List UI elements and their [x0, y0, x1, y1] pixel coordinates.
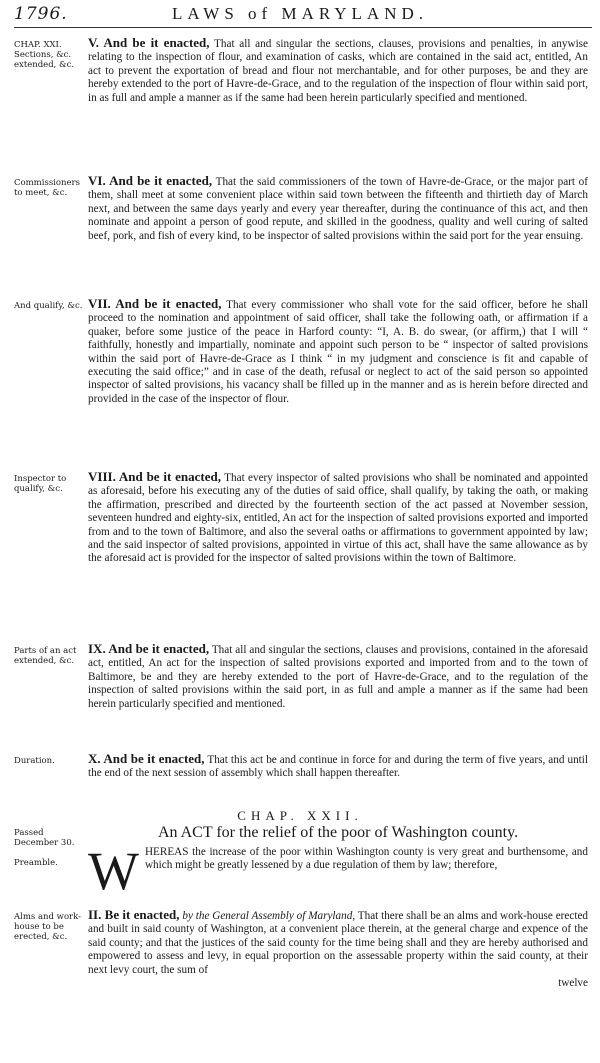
section-text: That every commissioner who shall vote for the said officer, before he shall proceed to the nomination and appointment of said officer, shall take the following oath, or affirmation if a quaker, before some justice of the peace in Harford county: “I, A. B. do swear, (or affirm,) that I will “ faithfully, honestly and impartially, nominate and appoint such person to be “ inspector of salted provisions within the said port of Havre-de-Grace as I think “ in my judgment and conscience is fit and capable of executing the said office;” and in case of the death, refusal or neglect to act of the said person so appointed inspector of salted provisions, his vacancy shall be filled up in the manner and as is herein before directed and provided in the case of the inspector of flour.	[88, 299, 588, 405]
margin-note-inspector: Inspector to qualify, &c.	[14, 474, 67, 494]
section-text: That all and singular the sections, clauses and provisions, contained in the aforesaid act, entitled, An act for the inspection of salted provisions exported and imported from and to the town of Baltimore, be and they are hereby extended to the port of Havre-de-Grace, and to the regulation of the inspection of salted provisions within the said port, in as full and ample a manner as if the same had been herein particularly specified and mentioned.	[88, 644, 588, 710]
page-title: LAWS of MARYLAND.	[172, 4, 428, 23]
page-year: 1796.	[14, 4, 68, 24]
section-number: VI. And be it enacted,	[88, 173, 213, 188]
preamble-text: HEREAS the increase of the poor within Washington county is very great and burthensome, and which might be greatly lessened by a due regulation of them by law; therefore,	[144, 846, 588, 872]
section-7	[88, 297, 588, 406]
section-10	[88, 752, 588, 781]
section-number: II. Be it enacted,	[88, 907, 180, 922]
section-8	[88, 470, 588, 566]
section-text: That every inspector of salted provisions who shall be nominated and appointed as aforesaid, before his executing any of the duties of said office, shall qualify, by taking the oath, or making the affirmation, prescribed and directed by the fourteenth section of the act passed at November session, seventeen hundred and eighty-six, entitled, An act for the inspection of salted provisions exported and imported from and to the town of Baltimore, and also the several oaths or affirmations to government appointed by law; and the said inspector of salted provisions, appointed in virtue of this act, shall have the same allowance as by the aforesaid act is provided for the inspector of salted provisions within the town of Baltimore.	[88, 472, 588, 565]
margin-note-parts-extended: Parts of an act extended, &c.	[14, 646, 77, 666]
drop-cap: W	[88, 841, 139, 901]
chapter-22-section-2	[88, 908, 588, 990]
catchword: twelve	[558, 977, 588, 990]
enacting-clause: by the General Assembly of Maryland,	[182, 910, 356, 922]
section-text: That this act be and continue in force for and during the term of five years, and until the end of the next session of assembly which shall happen thereafter.	[88, 754, 588, 780]
section-number: VIII. And be it enacted,	[88, 469, 221, 484]
section-6	[88, 174, 588, 243]
section-text: That there shall be an alms and work-house erected and built in said county of Washington, at a convenient place therein, at the general charge and expence of the said county; and that the justices of the said county for the time being shall and they are hereby authorised and empowered to assess and levy, in equal proportion on the assessable property within the said county, at their next levy court, the sum of	[88, 910, 589, 976]
margin-note-duration: Duration.	[14, 756, 55, 766]
section-5	[88, 36, 588, 105]
section-number: X. And be it enacted,	[88, 751, 205, 766]
margin-note-alms-house: Alms and work-house to be erected, &c.	[14, 912, 81, 942]
margin-note-passed: Passed December 30.	[14, 828, 75, 848]
preamble	[88, 841, 588, 901]
chapter-heading: CHAP. XXII.	[237, 808, 363, 823]
margin-note-qualify: And qualify, &c.	[14, 301, 83, 311]
section-number: IX. And be it enacted,	[88, 641, 210, 656]
section-9	[88, 642, 588, 711]
margin-note-commissioners: Commissioners to meet, &c.	[14, 178, 80, 198]
margin-note-sections-extended: CHAP. XXI. Sections, &c. extended, &c.	[14, 40, 75, 70]
section-number: VII. And be it enacted,	[88, 296, 222, 311]
margin-note-preamble: Preamble.	[14, 858, 58, 868]
section-text: That the said commissioners of the town of Havre-de-Grace, or the major part of them, shall meet at some convenient place within said town between the fifteenth and thirtieth day of March next, and between the same days yearly and every year thereafter, during the continuance of this act, and then nominate and appoint a person of good repute, and skilled in the goodness, quality and well curing of salted beef, pork, and fish of every kind, to be inspector of salted provisions within the said port for the year ensuing.	[88, 176, 589, 242]
section-number: V. And be it enacted,	[88, 35, 210, 50]
act-title: An ACT for the relief of the poor of Washington county.	[157, 824, 519, 841]
header-rule	[14, 27, 592, 28]
section-text: That all and singular the sections, clauses, provisions and penalties, in anywise relating to the inspection of flour, and examination of casks, which are contained in the said act, entitled, An act to prevent the exportation of bread and flour not merchantable, and for other purposes, be and they are hereby extended to the port of Havre-de-Grace, and to the regulation of the inspection of flour within said port, in as full and ample a manner as if the same had been herein particularly specified and mentioned.	[88, 38, 588, 104]
